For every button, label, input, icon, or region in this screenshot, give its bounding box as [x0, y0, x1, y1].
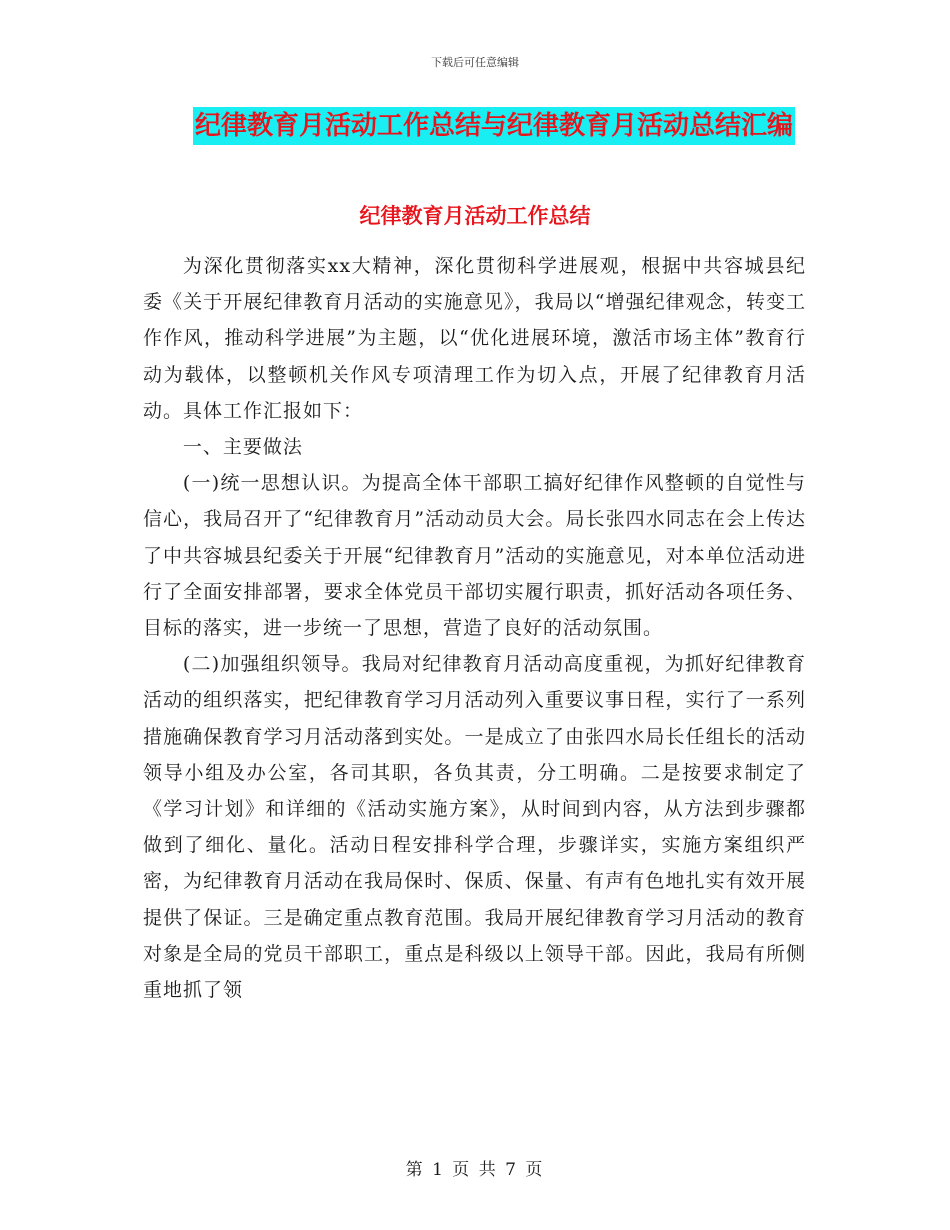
paragraph-strengthen-leadership: (二)加强组织领导。我局对纪律教育月活动高度重视，为抓好纪律教育活动的组织落实，把纪律教育学习月活动列入重要议事日程，实行了一系列措施确保教育学习月活动落到实处。一是成立了由张四水局长任组长的活动领导小组及办公室，各司其职，各负其责，分工明确。二是按要求制定了《学习计划》和详细的《活动实施方案》，从时间到内容，从方法到步骤都做到了细化、量化。活动日程安排科学合理，步骤详实，实施方案组织严密，为纪律教育月活动在我局保时、保质、保量、有声有色地扎实有效开展提供了保证。三是确定重点教育范围。我局开展纪律教育学习月活动的教育对象是全局的党员干部职工，重点是科级以上领导干部。因此，我局有所侧重地抓了领: [143, 653, 806, 1002]
page-footer: 第 1 页 共 7 页: [405, 1160, 545, 1180]
paragraph-unify-thinking: (一)统一思想认识。为提高全体干部职工搞好纪律作风整顿的自觉性与信心，我局召开了“纪律教育月”活动动员大会。局长张四水同志在会上传达了中共容城县纪委关于开展“纪律教育月”活动的实施意见，对本单位活动进行了全面安排部署，要求全体党员干部切实履行职责，抓好活动各项任务、目标的落实，进一步统一了思想，营造了良好的活动氛围。: [143, 472, 806, 640]
body-text: [143, 248, 806, 1008]
document-title: 纪律教育月活动工作总结与纪律教育月活动总结汇编: [193, 107, 795, 145]
paragraph-intro: 为深化贯彻落实xx大精神，深化贯彻科学进展观，根据中共容城县纪委《关于开展纪律教育月活动的实施意见》，我局以“增强纪律观念，转变工作作风，推动科学进展”为主题，以“优化进展环境，激活市场主体”教育行动为载体，以整顿机关作风专项清理工作为切入点，开展了纪律教育月活动。具体工作汇报如下：: [143, 255, 806, 422]
section-title: 纪律教育月活动工作总结: [359, 204, 591, 228]
heading-main-methods: 一、主要做法: [182, 436, 303, 459]
header-note: 下载后可任意编辑: [431, 56, 519, 69]
